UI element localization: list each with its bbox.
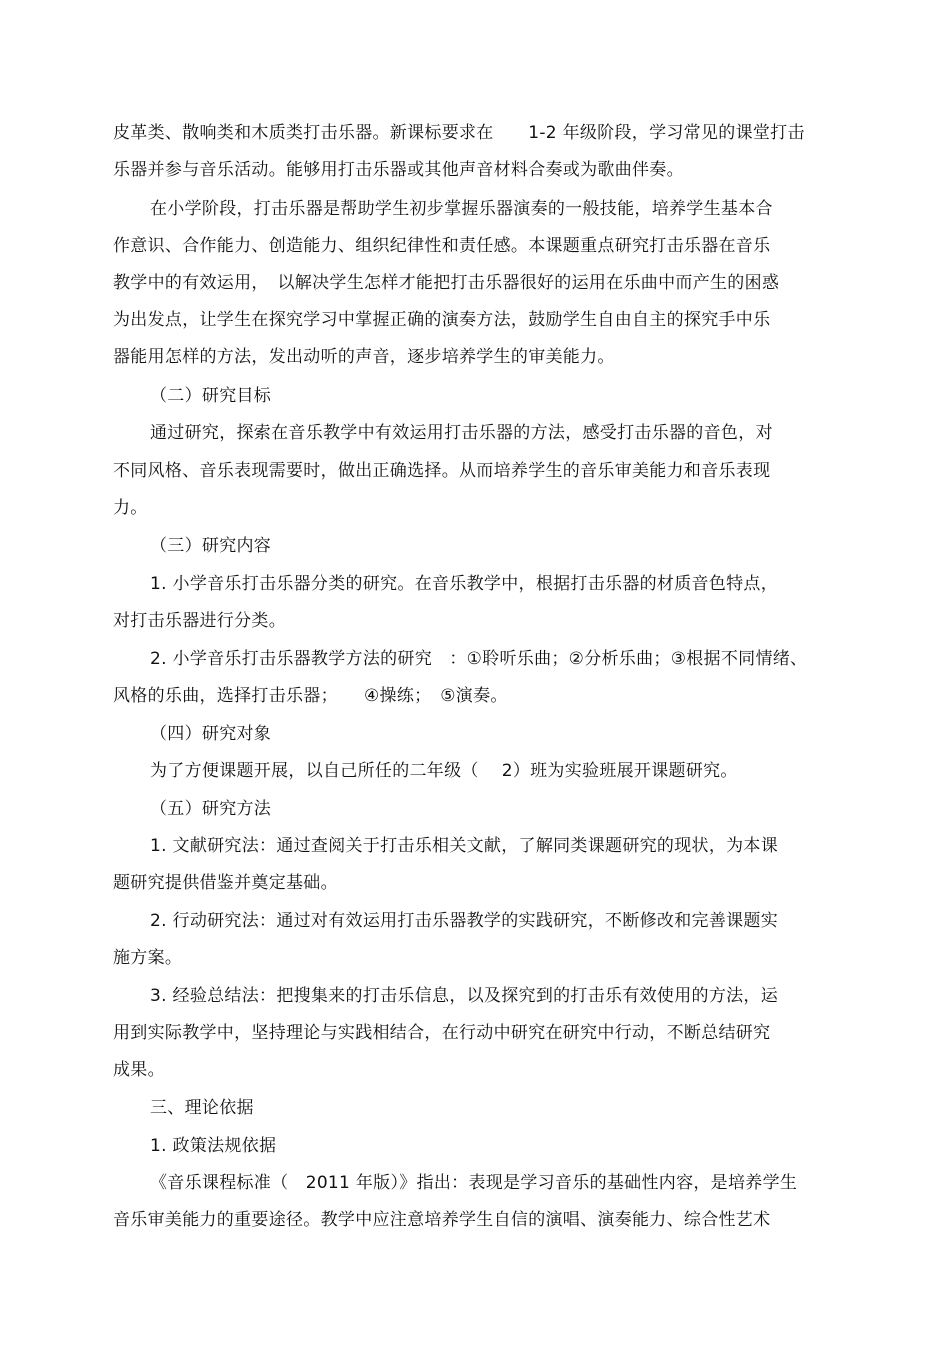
text-line: 1. 文献研究法：通过查阅关于打击乐相关文献，了解同类课题研究的现状，为本课 [150, 836, 779, 856]
section-heading: （三）研究内容 [150, 536, 272, 556]
text-line: 2. 小学音乐打击乐器教学方法的研究 ：①聆听乐曲；②分析乐曲；③根据不同情绪、 [150, 649, 808, 669]
text-line: 施方案。 [113, 948, 183, 968]
section-heading: 三、理论依据 [150, 1098, 254, 1118]
text-line: 对打击乐器进行分类。 [113, 611, 286, 631]
text-line: 作意识、合作能力、创造能力、组织纪律性和责任感。本课题重点研究打击乐器在音乐 [113, 236, 771, 256]
text-line: 力。 [113, 498, 148, 518]
text-line: 乐器并参与音乐活动。能够用打击乐器或其他声音材料合奏或为歌曲伴奏。 [113, 160, 684, 180]
text-line: 3. 经验总结法：把搜集来的打击乐信息，以及探究到的打击乐有效使用的方法，运 [150, 986, 779, 1006]
text-line: 《音乐课程标准（ 2011 年版）》指出：表现是学习音乐的基础性内容，是培养学生 [150, 1173, 798, 1193]
text-line: 风格的乐曲，选择打击乐器； ④操练； ⑤演奏。 [113, 686, 508, 706]
text-line: 为出发点，让学生在探究学习中掌握正确的演奏方法，鼓励学生自由自主的探究手中乐 [113, 310, 771, 330]
text-line: 1. 小学音乐打击乐器分类的研究。在音乐教学中，根据打击乐器的材质音色特点， [150, 574, 779, 594]
text-line: 成果。 [113, 1060, 165, 1080]
text-line: 为了方便课题开展，以自己所任的二年级（ 2）班为实验班展开课题研究。 [150, 761, 738, 781]
text-line: 器能用怎样的方法，发出动听的声音，逐步培养学生的审美能力。 [113, 347, 615, 367]
section-heading: （二）研究目标 [150, 386, 272, 406]
section-heading: （五）研究方法 [150, 799, 272, 819]
text-line: 在小学阶段，打击乐器是帮助学生初步掌握乐器演奏的一般技能，培养学生基本合 [150, 199, 773, 219]
text-line: 2. 行动研究法：通过对有效运用打击乐器教学的实践研究，不断修改和完善课题实 [150, 911, 779, 931]
text-line: 教学中的有效运用， 以解决学生怎样才能把打击乐器很好的运用在乐曲中而产生的困惑 [113, 273, 780, 293]
text-line: 音乐审美能力的重要途径。教学中应注意培养学生自信的演唱、演奏能力、综合性艺术 [113, 1210, 771, 1230]
section-heading: 1. 政策法规依据 [150, 1136, 277, 1156]
text-line: 通过研究，探索在音乐教学中有效运用打击乐器的方法，感受打击乐器的音色，对 [150, 423, 773, 443]
text-line: 不同风格、音乐表现需要时，做出正确选择。从而培养学生的音乐审美能力和音乐表现 [113, 461, 771, 481]
text-line: 题研究提供借鉴并奠定基础。 [113, 873, 338, 893]
text-line: 皮革类、散响类和木质类打击乐器。新课标要求在 1-2 年级阶段，学习常见的课堂打击 [113, 123, 805, 143]
text-line: 用到实际教学中，坚持理论与实践相结合，在行动中研究在研究中行动，不断总结研究 [113, 1023, 771, 1043]
section-heading: （四）研究对象 [150, 724, 272, 744]
